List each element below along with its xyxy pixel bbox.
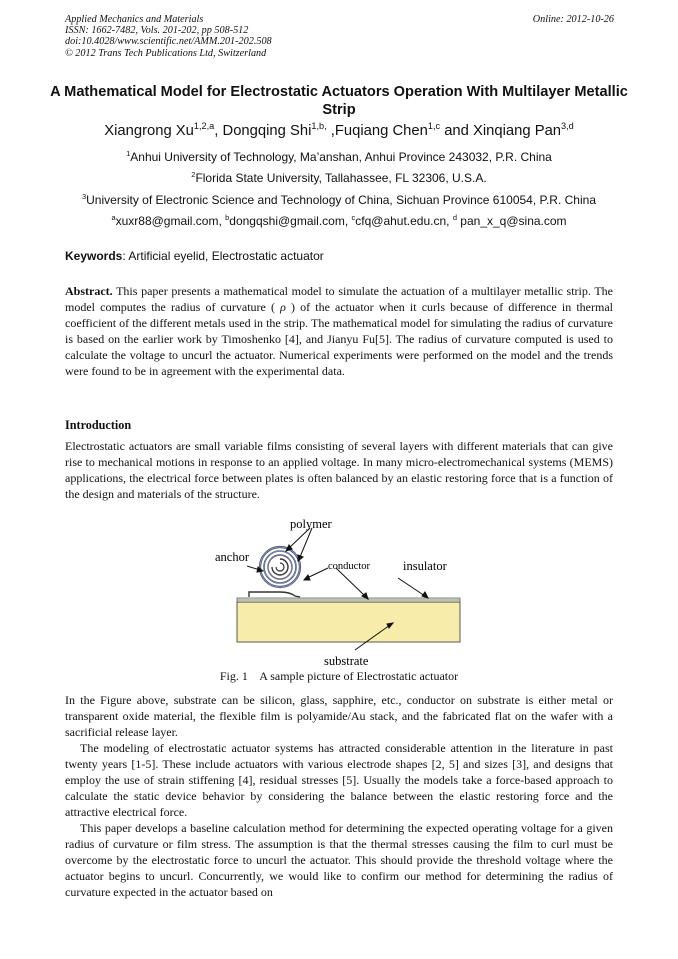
author-sep: ,	[326, 123, 335, 139]
affiliation-text: Florida State University, Tallahassee, FL 32306, U.S.A.	[195, 171, 487, 185]
abstract-text-1: This paper presents a mathematical model to simulate the actuation of a multilayer metallic strip. The model computes the radius of curvature (	[65, 284, 613, 315]
journal-name: Applied Mechanics and Materials	[65, 14, 204, 25]
label-polymer: polymer	[290, 517, 332, 531]
email-line	[30, 214, 648, 228]
label-insulator: insulator	[403, 559, 447, 573]
figure-1	[200, 510, 490, 670]
issn-line: ISSN: 1662-7482, Vols. 201-202, pp 508-512	[65, 25, 249, 37]
author-sup: 1,b,	[311, 121, 327, 132]
figure-caption: Fig. 1 A sample picture of Electrostatic actuator	[219, 669, 459, 683]
email-sup: b	[225, 213, 230, 222]
author-sup: 3,d	[561, 121, 574, 132]
abstract-label: Abstract.	[65, 284, 113, 298]
affiliation-3	[30, 193, 648, 207]
paper-title: A Mathematical Model for Electrostatic Actuators Operation With Multilayer Metallic Strip	[50, 84, 628, 118]
abstract-text-2: ) of the actuator when it curls because of difference in thermal coefficient of the different metals used in the strip. The mathematical model for simulating the radius of curvature is based on the earlier work by Timoshenko [4], and Jianyu Fu[5]. The radius of curvature computed is used to calculate the voltage to uncurl the actuator. Numerical experiments were performed on the model and the trends were found to be in agreement with the experimental data.	[65, 300, 613, 379]
author-name: Xinqiang Pan	[473, 123, 562, 139]
anchor-film	[249, 592, 300, 597]
email-sup: a	[111, 213, 116, 222]
body-paragraph-2: The modeling of electrostatic actuator systems has attracted considerable attention in the literature in past twenty years [1-5]. These include actuators with various electrode shapes [2, 5] and sizes [3], and designs that employ the use of strain stiffening [4], residual stresses [5]. Usually the models take a force-based approach to calculate the static device behavior by considering the balance between the elastic restoring force and the attractive electrical force.	[65, 741, 613, 820]
journal-meta	[65, 14, 272, 59]
label-substrate: substrate	[324, 654, 369, 668]
affiliation-1	[30, 150, 648, 164]
email-b[interactable]: dongqshi@gmail.com,	[229, 214, 352, 228]
affiliation-text: Anhui University of Technology, Ma’anshan, Anhui Province 243032, P.R. China	[130, 150, 552, 164]
email-a[interactable]: xuxr88@gmail.com,	[115, 214, 226, 228]
affiliation-2	[30, 171, 648, 185]
rho-symbol: ρ	[280, 300, 286, 315]
keywords-label: Keywords	[65, 249, 123, 263]
author-sep: ,	[214, 123, 223, 139]
email-sup: d	[452, 213, 457, 222]
author-name: Fuqiang Chen	[334, 123, 428, 139]
email-c[interactable]: cfq@ahut.edu.cn,	[355, 214, 453, 228]
author-name: Xiangrong Xu	[104, 123, 194, 139]
affiliation-sup: 3	[82, 192, 87, 201]
keywords-text: : Artificial eyelid, Electrostatic actuator	[122, 249, 324, 263]
affiliation-sup: 1	[126, 149, 131, 158]
affiliation-text: University of Electronic Science and Technology of China, Sichuan Province 610054, P.R. China	[86, 193, 596, 207]
author-list	[30, 122, 648, 140]
affiliation-sup: 2	[191, 170, 196, 179]
email-d[interactable]: pan_x_q@sina.com	[456, 214, 567, 228]
copyright-line: © 2012 Trans Tech Publications Ltd, Switzerland	[65, 47, 267, 59]
online-date: Online: 2012-10-26	[532, 14, 614, 25]
keywords	[65, 249, 324, 263]
author-sep: and	[440, 123, 473, 139]
label-conductor: conductor	[328, 561, 370, 572]
author-sup: 1,2,a	[193, 121, 215, 132]
body-paragraph-1: In the Figure above, substrate can be silicon, glass, sapphire, etc., conductor on substrate is either metal or transparent oxide material, the flexible film is polyamide/Au stack, and the fabricated flat on the wafer with a sacrificial release layer.	[65, 693, 613, 740]
substrate-block	[237, 602, 460, 642]
author-sup: 1,c	[427, 121, 441, 132]
intro-heading: Introduction	[65, 418, 132, 432]
label-anchor: anchor	[215, 550, 250, 564]
author-name: Dongqing Shi	[222, 123, 312, 139]
email-sup: c	[351, 213, 356, 222]
intro-paragraph: Electrostatic actuators are small variable films consisting of several layers with different materials that can give rise to mechanical motions in response to an applied voltage. In many micro-electromechanical systems (MEMS) applications, the electrical force between plates is often balanced by an elastic restoring force that is a function of the design and materials of the structure.	[65, 439, 613, 502]
polymer-coil	[260, 547, 300, 587]
abstract	[65, 283, 613, 380]
doi-line[interactable]: doi:10.4028/www.scientific.net/AMM.201-202.508	[65, 36, 272, 48]
body-paragraph-3: This paper develops a baseline calculation method for determining the expected operating voltage for a given radius of curvature or film stress. The assumption is that the thermal stresses causing the film to curl must be overcome by the electrostatic force to uncurl the actuator. This should provide the threshold voltage where the actuator begins to uncurl. Concurrently, we would like to confirm our method for determining the radius of curvature expected in the actuator based on	[65, 821, 613, 900]
actuator-diagram	[200, 510, 490, 670]
